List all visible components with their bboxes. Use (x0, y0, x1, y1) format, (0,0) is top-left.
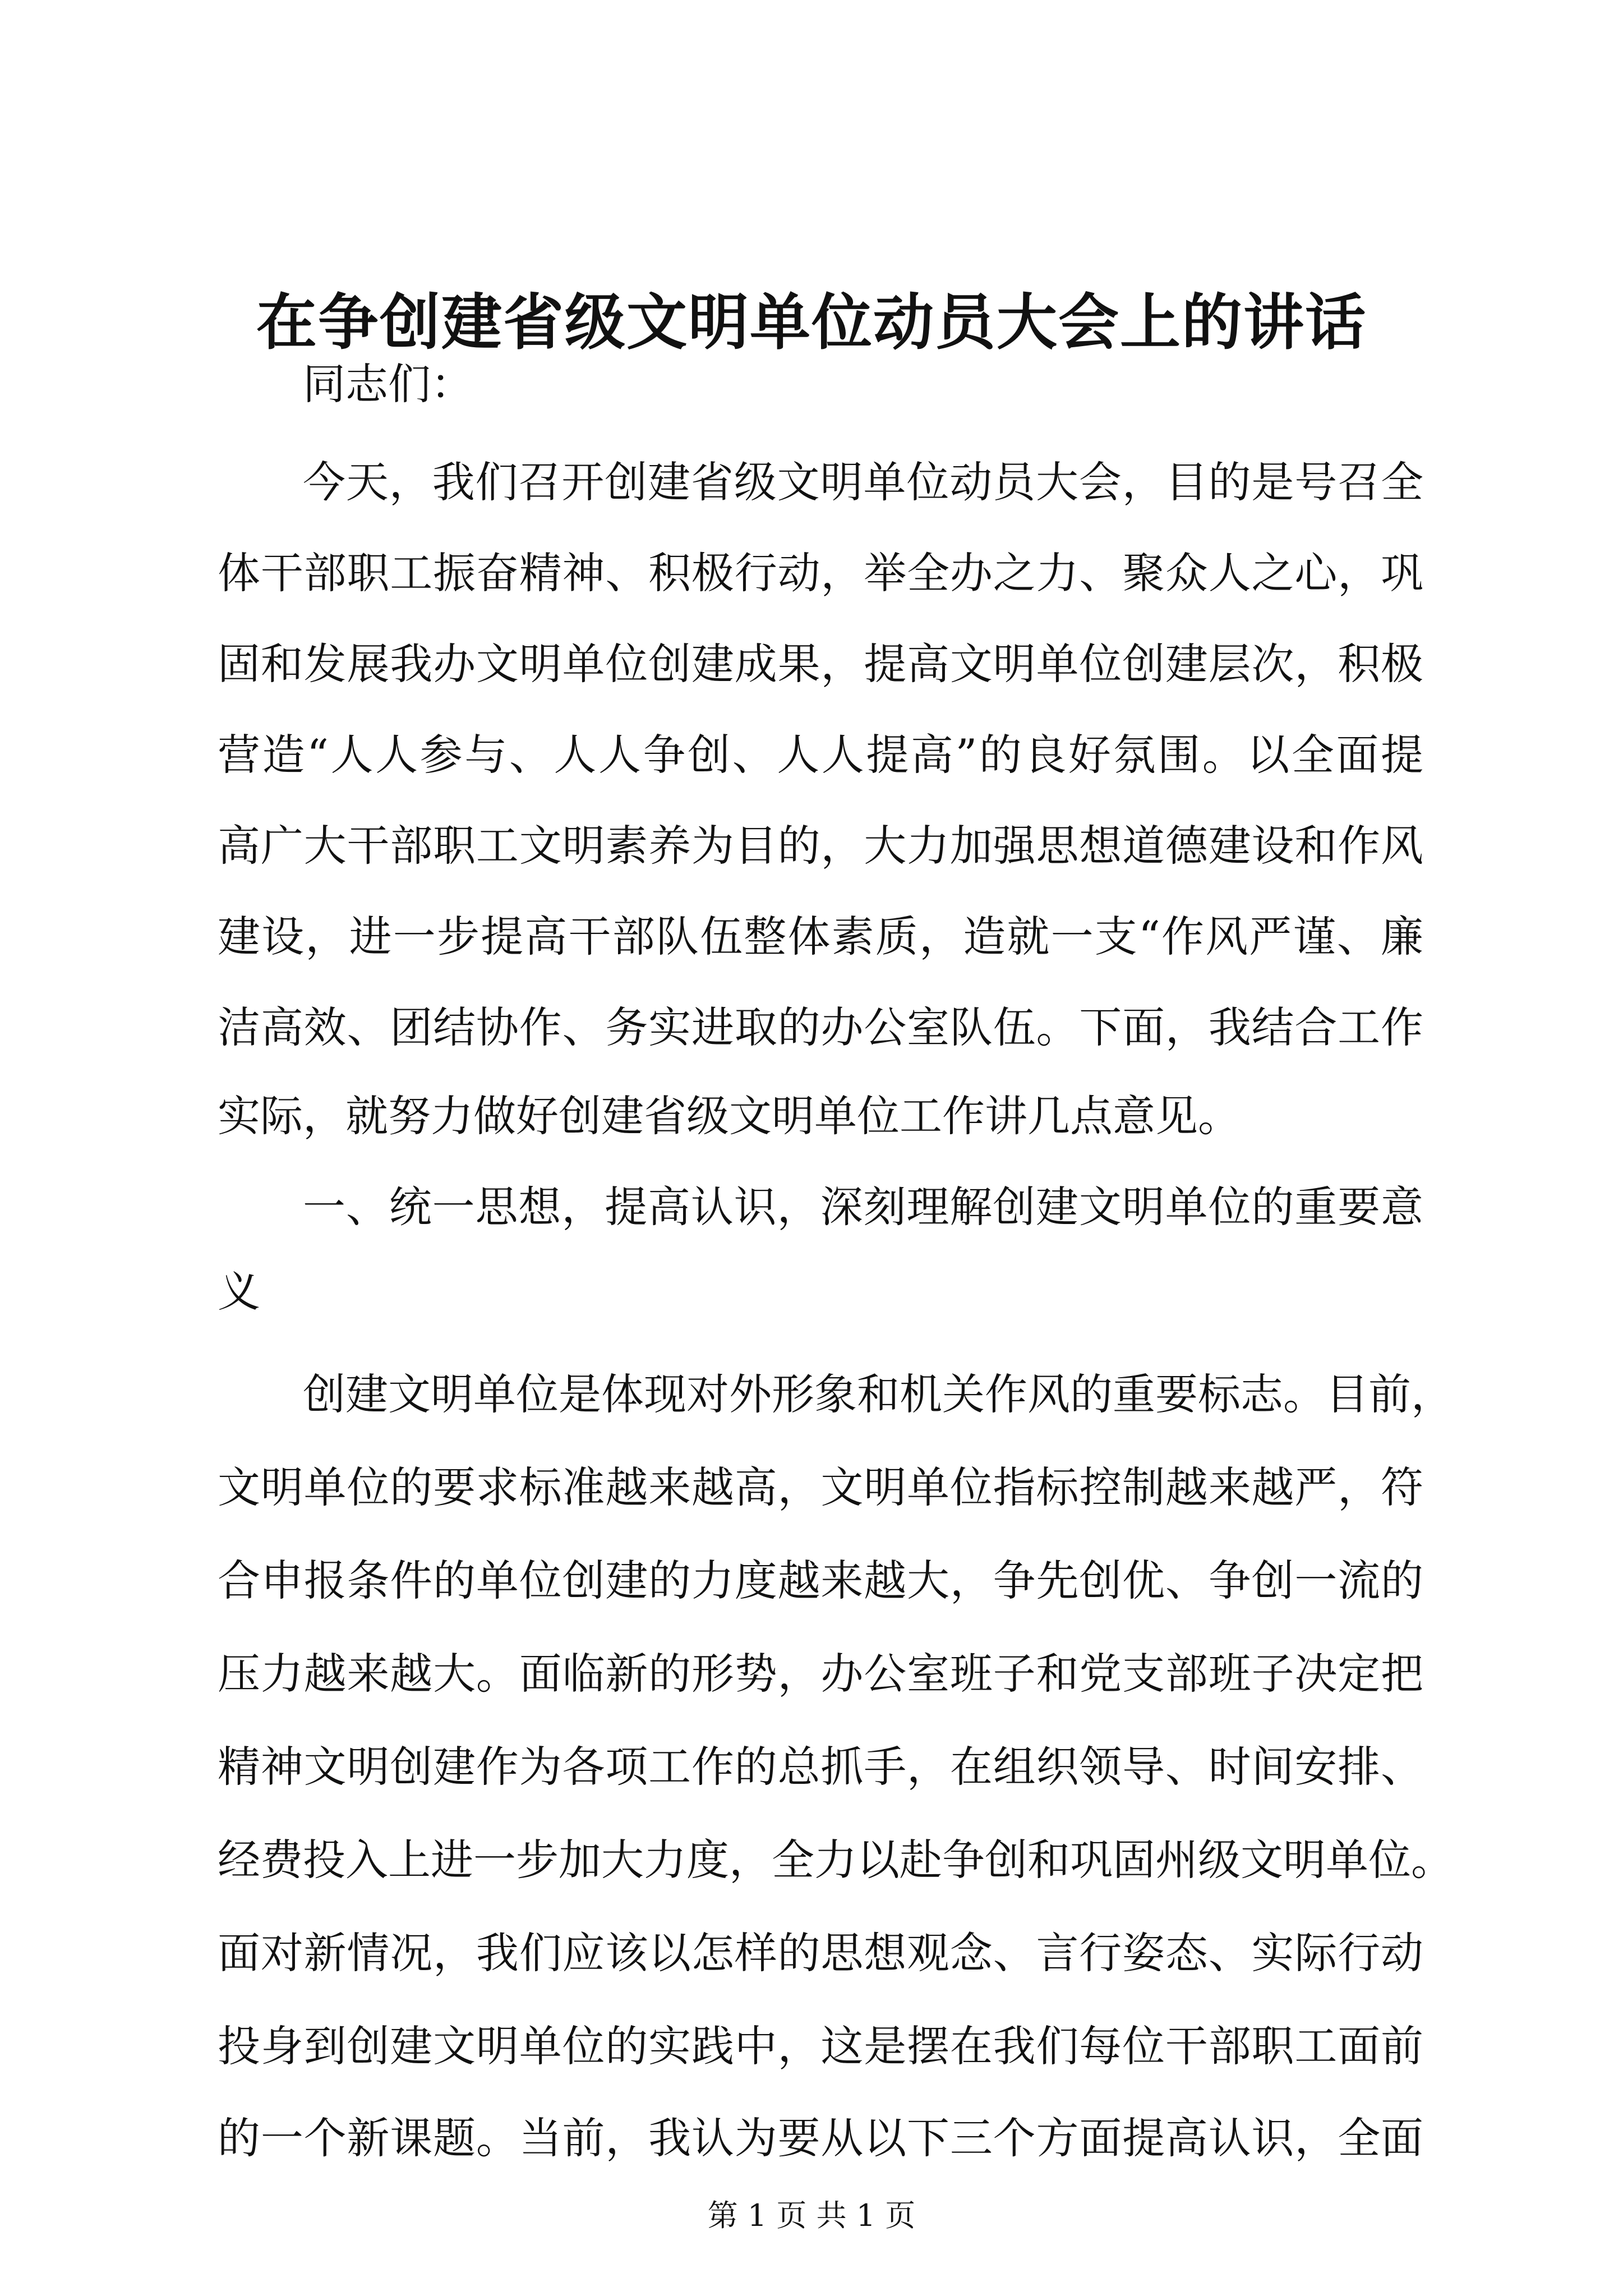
paragraph-line: 投身到创建文明单位的实践中，这是摆在我们每位干部职工面前 (218, 2021, 1423, 2071)
paragraph-line: 实际，就努力做好创建省级文明单位工作讲几点意见。 (218, 1091, 1241, 1141)
section-heading-line: 一、统一思想，提高认识，深刻理解创建文明单位的重要意 (303, 1182, 1423, 1232)
document-title: 在争创建省级文明单位动员大会上的讲话 (256, 287, 1367, 358)
salutation-line: 同志们： (303, 359, 473, 409)
paragraph-line: 经费投入上进一步加大力度，全力以赴争创和巩固州级文明单位。 (218, 1835, 1454, 1885)
paragraph-line: 营造“人人参与、人人争创、人人提高”的良好氛围。以全面提 (218, 730, 1423, 780)
paragraph-line: 今天，我们召开创建省级文明单位动员大会，目的是号召全 (303, 457, 1423, 507)
paragraph-line: 文明单位的要求标准越来越高，文明单位指标控制越来越严，符 (218, 1462, 1423, 1512)
paragraph-line: 压力越来越大。面临新的形势，办公室班子和党支部班子决定把 (218, 1649, 1423, 1699)
paragraph-line: 建设，进一步提高干部队伍整体素质，造就一支“作风严谨、廉 (218, 912, 1423, 961)
paragraph-line: 的一个新课题。当前，我认为要从以下三个方面提高认识，全面 (218, 2113, 1423, 2163)
section-heading-line: 义 (218, 1267, 260, 1317)
paragraph-line: 固和发展我办文明单位创建成果，提高文明单位创建层次，积极 (218, 639, 1423, 689)
paragraph-line: 合申报条件的单位创建的力度越来越大，争先创优、争创一流的 (218, 1556, 1423, 1605)
paragraph-line: 洁高效、团结协作、务实进取的办公室队伍。下面，我结合工作 (218, 1002, 1423, 1052)
page-footer: 第 1 页 共 1 页 (707, 2198, 916, 2233)
paragraph-line: 面对新情况，我们应该以怎样的思想观念、言行姿态、实际行动 (218, 1928, 1423, 1978)
paragraph-line: 体干部职工振奋精神、积极行动，举全办之力、聚众人之心，巩 (218, 548, 1423, 598)
paragraph-line: 创建文明单位是体现对外形象和机关作风的重要标志。目前， (303, 1369, 1454, 1419)
paragraph-line: 精神文明创建作为各项工作的总抓手，在组织领导、时间安排、 (218, 1742, 1423, 1792)
paragraph-line: 高广大干部职工文明素养为目的，大力加强思想道德建设和作风 (218, 821, 1423, 871)
